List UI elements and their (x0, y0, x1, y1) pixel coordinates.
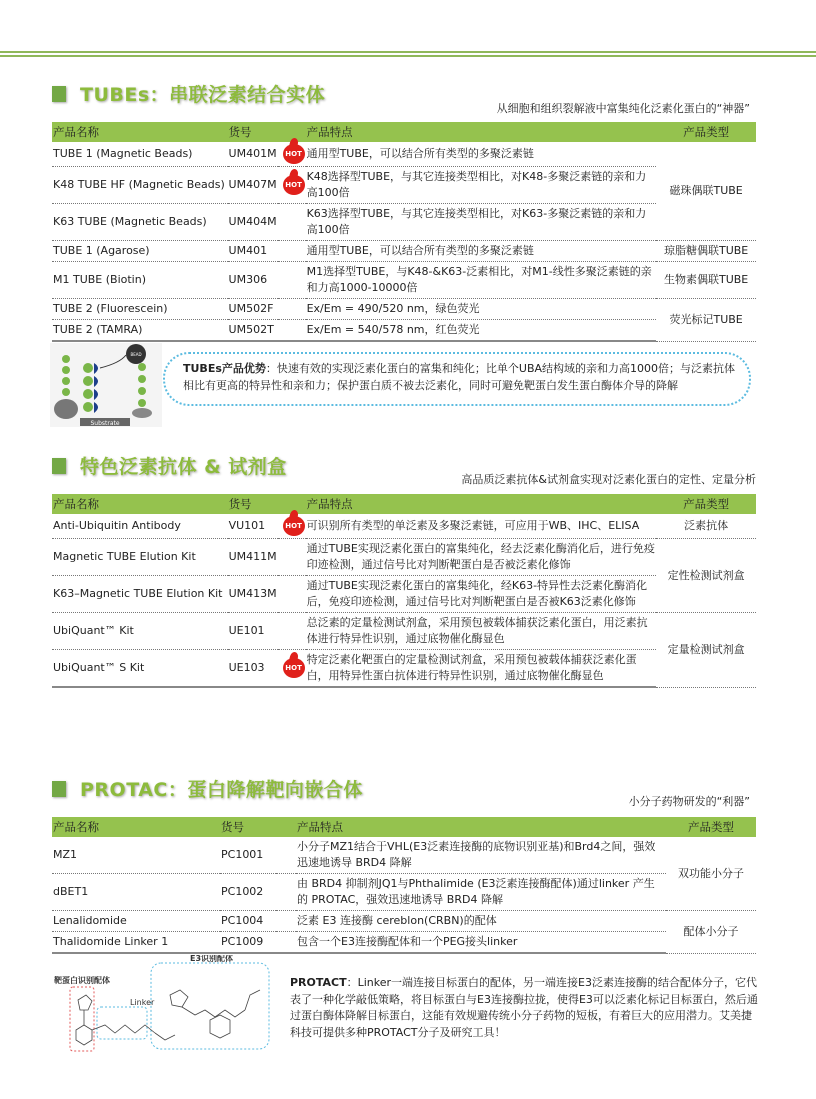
header-name: 产品名称 (52, 494, 228, 514)
hot-cell (276, 874, 296, 911)
linker-label: Linker (130, 998, 155, 1007)
product-name: TUBE 1 (Agarose) (52, 241, 228, 262)
header-code: 货号 (228, 122, 306, 142)
product-type: 定量检测试剂盒 (656, 613, 756, 688)
product-feature: 总泛素的定量检测试剂盒，采用预包被载体捕获泛素化蛋白，用泛素抗体进行特异性识别，通过底物催化酶显色 (306, 613, 657, 650)
section-title-antibody (52, 452, 287, 479)
table-row (52, 837, 756, 874)
table-header-row (52, 122, 756, 142)
product-type: 琼脂糖偶联TUBE (656, 241, 756, 262)
product-name: TUBE 1 (Magnetic Beads) (52, 142, 228, 167)
table-header-row (52, 817, 756, 837)
section-title-tubes (52, 80, 325, 107)
hot-label: HOT (285, 150, 302, 158)
product-table-antibody (52, 494, 756, 688)
section-subtitle: 高品质泛素抗体&试剂盒实现对泛素化蛋白的定性、定量分析 (461, 473, 756, 486)
bead-label: BEAD (130, 352, 142, 357)
product-name: Thalidomide Linker 1 (52, 932, 220, 954)
table-header-row (52, 494, 756, 514)
table-row (52, 241, 756, 262)
product-name: UbiQuant™ S Kit (52, 650, 228, 688)
hot-cell (278, 167, 306, 204)
product-feature: 泛素 E3 连接酶 cereblon(CRBN)的配体 (296, 911, 666, 932)
product-feature: 小分子MZ1结合于VHL(E3泛素连接酶的底物识别亚基)和Brd4之间，强效迅速地诱导 BRD4 降解 (296, 837, 666, 874)
product-code: UM502F (228, 299, 278, 320)
protac-structure-diagram (50, 955, 275, 1065)
product-name: dBET1 (52, 874, 220, 911)
product-code: UM401 (228, 241, 278, 262)
callout-label: TUBEs产品优势 (183, 362, 266, 375)
hot-badge-icon (283, 516, 305, 536)
hot-cell (278, 613, 306, 650)
tubes-diagram (50, 343, 162, 427)
table-row (52, 911, 756, 932)
section-subtitle: 小分子药物研发的“利器” (628, 795, 750, 808)
product-name: K63–Magnetic TUBE Elution Kit (52, 576, 228, 613)
hot-badge-icon (283, 175, 305, 195)
header-rule (0, 51, 816, 57)
hot-cell (278, 262, 306, 299)
title-text: TUBEs：串联泛素结合实体 (80, 84, 326, 106)
product-code: UE103 (228, 650, 278, 688)
product-type: 双功能小分子 (666, 837, 756, 911)
product-type: 泛素抗体 (656, 514, 756, 539)
title-text: PROTAC：蛋白降解靶向嵌合体 (80, 779, 363, 801)
header-type: 产品类型 (656, 494, 756, 514)
hot-cell (278, 539, 306, 576)
tubes-advantage-callout (163, 352, 751, 406)
table-row (52, 932, 756, 954)
hot-cell (278, 514, 306, 539)
table-row (52, 650, 756, 688)
header-type: 产品类型 (656, 122, 756, 142)
product-feature: 可识别所有类型的单泛素及多聚泛素链，可应用于WB、IHC、ELISA (306, 514, 657, 539)
product-feature: 通用型TUBE，可以结合所有类型的多聚泛素链 (306, 142, 657, 167)
product-name: TUBE 2 (Fluorescein) (52, 299, 228, 320)
header-name: 产品名称 (52, 817, 220, 837)
table-row (52, 613, 756, 650)
product-code: UM401M (228, 142, 278, 167)
product-feature: 由 BRD4 抑制剂JQ1与Phthalimide (E3泛素连接酶配体)通过linker 产生的 PROTAC，强效迅速地诱导 BRD4 降解 (296, 874, 666, 911)
hot-label: HOT (285, 181, 302, 189)
hot-cell (278, 241, 306, 262)
title-text: 特色泛素抗体 & 试剂盒 (80, 456, 287, 478)
header-code: 货号 (228, 494, 306, 514)
hot-cell (278, 204, 306, 241)
product-name: Magnetic TUBE Elution Kit (52, 539, 228, 576)
table-row (52, 514, 756, 539)
product-code: PC1004 (220, 911, 276, 932)
product-feature: M1选择型TUBE，与K48-&K63-泛素相比，对M1-线性多聚泛素链的亲和力高1000-10000倍 (306, 262, 657, 299)
table-row (52, 539, 756, 576)
callout-text: ：快速有效的实现泛素化蛋白的富集和纯化；比单个UBA结构域的亲和力高1000倍；与泛素抗体相比有更高的特异性和亲和力；保护蛋白质不被去泛素化，同时可避免靶蛋白发生蛋白酶体介导的降解 (183, 362, 736, 392)
header-type: 产品类型 (666, 817, 756, 837)
product-code: UM407M (228, 167, 278, 204)
product-code: UM502T (228, 320, 278, 342)
product-type: 荧光标记TUBE (656, 299, 756, 342)
table-row (52, 142, 756, 167)
e3-ligand-label: E3识别配体 (190, 955, 234, 963)
header-feature: 产品特点 (296, 817, 666, 837)
product-name: TUBE 2 (TAMRA) (52, 320, 228, 342)
protac-label: PROTACT (290, 976, 347, 989)
substrate-label: Substrate (90, 420, 120, 427)
target-ligand-label: 靶蛋白识别配体 (54, 976, 110, 985)
product-code: UM306 (228, 262, 278, 299)
product-name: M1 TUBE (Biotin) (52, 262, 228, 299)
product-type: 生物素偶联TUBE (656, 262, 756, 299)
table-row (52, 167, 756, 204)
table-row (52, 874, 756, 911)
product-table-tubes (52, 122, 756, 342)
product-feature: Ex/Em = 490/520 nm，绿色荧光 (306, 299, 657, 320)
bullet-square (52, 86, 66, 102)
product-feature: 包含一个E3连接酶配体和一个PEG接头linker (296, 932, 666, 954)
table-row (52, 320, 756, 342)
hot-cell (278, 142, 306, 167)
bullet-square (52, 781, 66, 797)
section-subtitle: 从细胞和组织裂解液中富集纯化泛素化蛋白的“神器” (496, 102, 750, 115)
product-feature: 通过TUBE实现泛素化蛋白的富集纯化，经K63-特异性去泛素化酶消化后，免疫印迹检测，通过信号比对判断靶蛋白是否被K63泛素化修饰 (306, 576, 657, 613)
product-code: UE101 (228, 613, 278, 650)
hot-label: HOT (285, 664, 302, 672)
product-type: 磁珠偶联TUBE (656, 142, 756, 241)
hot-cell (278, 576, 306, 613)
product-code: PC1009 (220, 932, 276, 954)
product-feature: 通用型TUBE，可以结合所有类型的多聚泛素链 (306, 241, 657, 262)
header-feature: 产品特点 (306, 494, 657, 514)
hot-cell (278, 320, 306, 342)
product-feature: 特定泛素化靶蛋白的定量检测试剂盒，采用预包被载体捕获泛素化蛋白，用特异性蛋白抗体进行特异性识别，通过底物催化酶显色 (306, 650, 657, 688)
section-title-protac (52, 775, 363, 802)
protac-text: ：Linker一端连接目标蛋白的配体，另一端连接E3泛素连接酶的结合配体分子，它代表了一种化学敲低策略，将目标蛋白与E3连接酶拉拢，使得E3可以泛素化标记目标蛋白，然后通过蛋白酶体降解目标蛋白，这能有效规避传统小分子药物的短板，有着巨大的应用潜力。艾美捷科技可提供多种PROTACT分子及研究工具！ (290, 976, 758, 1039)
hot-cell (278, 299, 306, 320)
product-code: UM404M (228, 204, 278, 241)
bullet-square (52, 458, 66, 474)
table-row (52, 262, 756, 299)
hot-label: HOT (285, 522, 302, 530)
hot-cell (276, 932, 296, 954)
hot-cell (278, 650, 306, 688)
product-code: UM413M (228, 576, 278, 613)
hot-badge-icon (283, 658, 305, 678)
hot-badge-icon (283, 144, 305, 164)
product-code: PC1002 (220, 874, 276, 911)
product-code: UM411M (228, 539, 278, 576)
table-row (52, 204, 756, 241)
product-name: Lenalidomide (52, 911, 220, 932)
product-feature: K63选择型TUBE，与其它连接类型相比，对K63-多聚泛素链的亲和力高100倍 (306, 204, 657, 241)
product-name: Anti-Ubiquitin Antibody (52, 514, 228, 539)
hot-cell (276, 911, 296, 932)
product-feature: Ex/Em = 540/578 nm，红色荧光 (306, 320, 657, 342)
table-row (52, 299, 756, 320)
product-type: 配体小分子 (666, 911, 756, 954)
protac-description (290, 975, 760, 1041)
header-code: 货号 (220, 817, 296, 837)
hot-cell (276, 837, 296, 874)
product-type: 定性检测试剂盒 (656, 539, 756, 613)
product-table-protac (52, 817, 756, 954)
product-name: MZ1 (52, 837, 220, 874)
header-name: 产品名称 (52, 122, 228, 142)
product-code: PC1001 (220, 837, 276, 874)
product-name: K48 TUBE HF (Magnetic Beads) (52, 167, 228, 204)
product-feature: 通过TUBE实现泛素化蛋白的富集纯化，经去泛素化酶消化后，进行免疫印迹检测，通过信号比对判断靶蛋白是否被泛素化修饰 (306, 539, 657, 576)
product-code: VU101 (228, 514, 278, 539)
table-row (52, 576, 756, 613)
product-name: K63 TUBE (Magnetic Beads) (52, 204, 228, 241)
header-feature: 产品特点 (306, 122, 657, 142)
product-feature: K48选择型TUBE，与其它连接类型相比，对K48-多聚泛素链的亲和力高100倍 (306, 167, 657, 204)
product-name: UbiQuant™ Kit (52, 613, 228, 650)
